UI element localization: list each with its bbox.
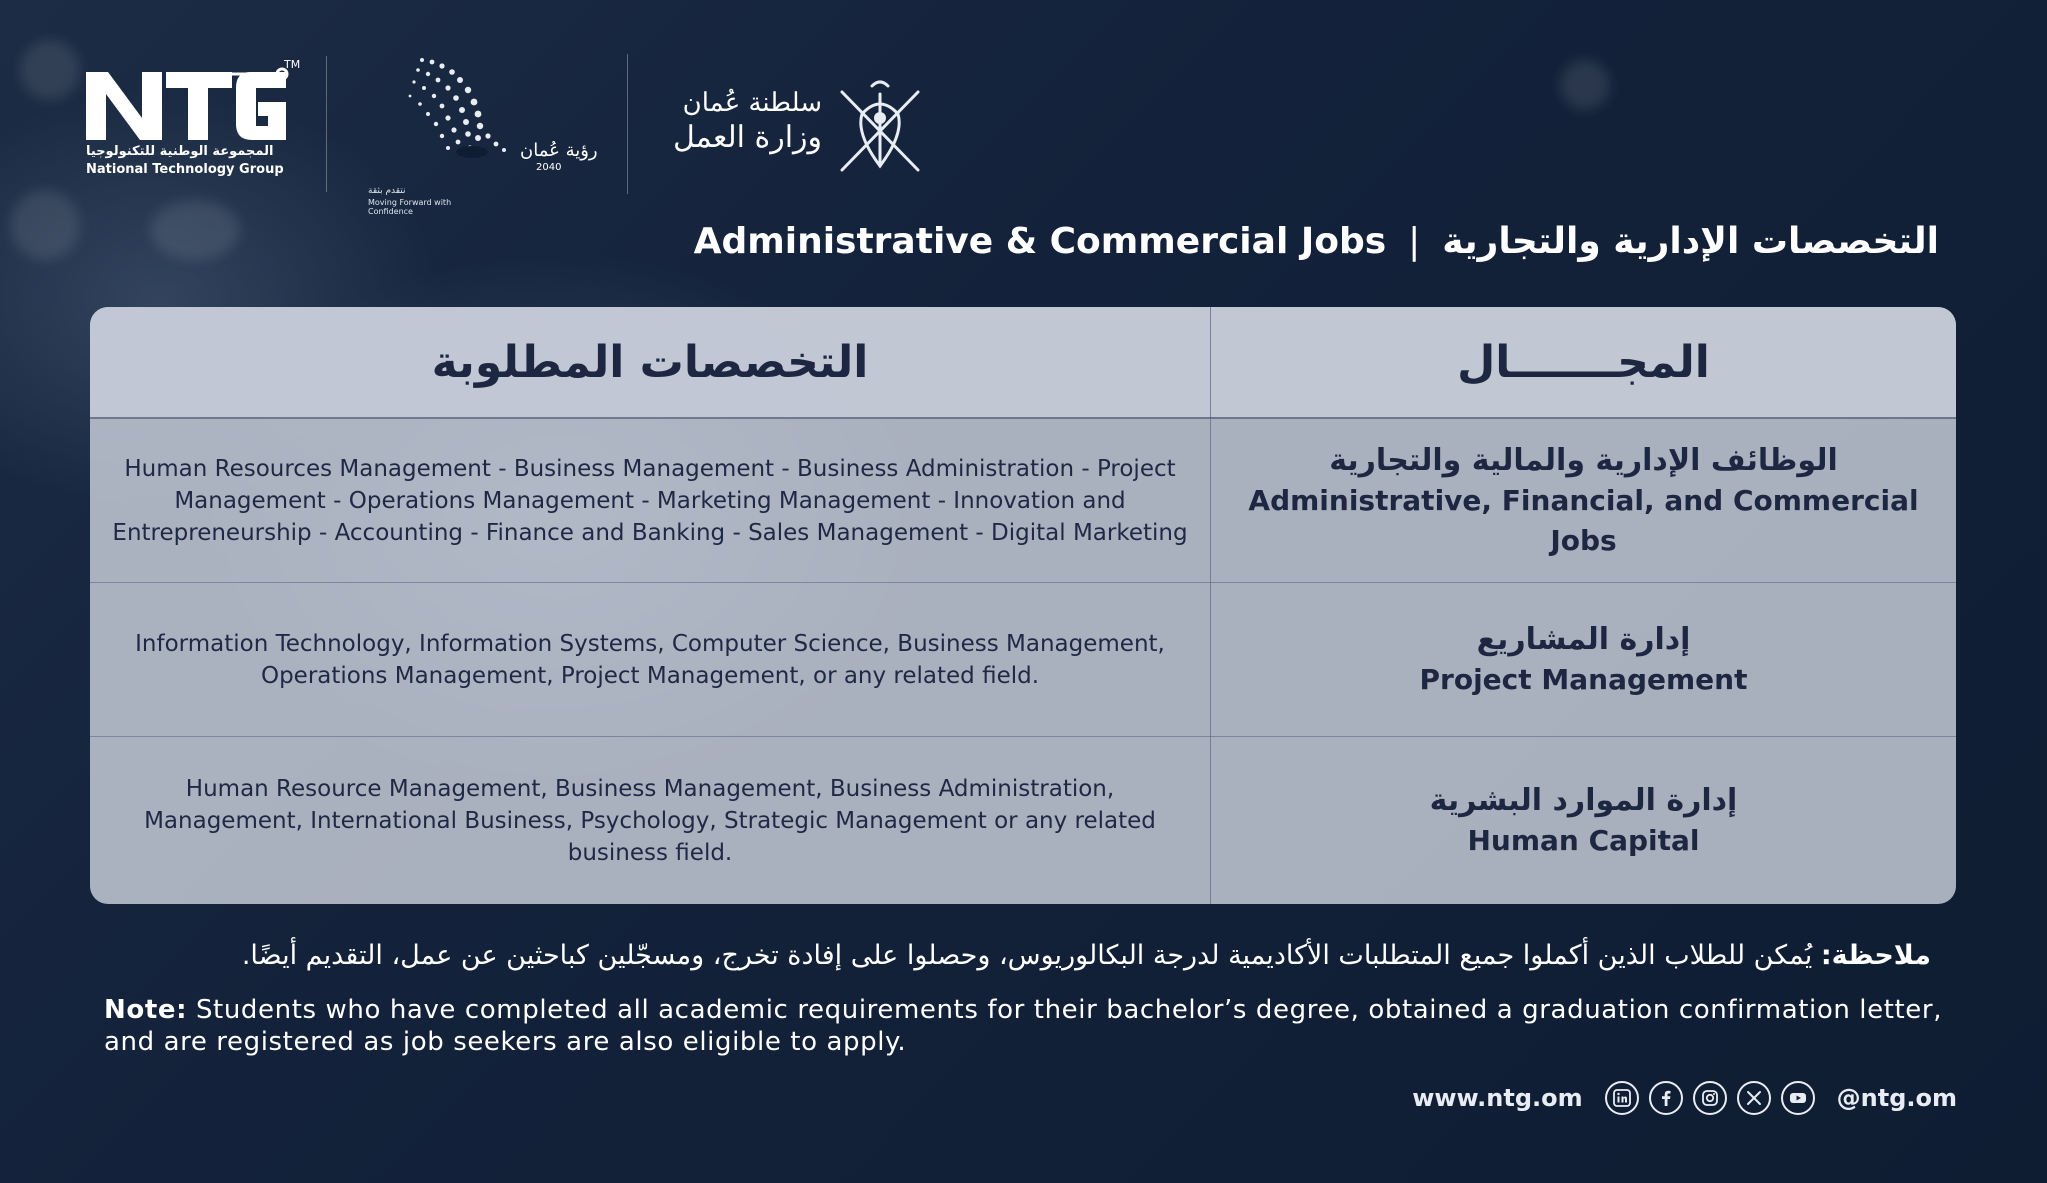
ntg-name-english: National Technology Group [86, 162, 284, 177]
x-icon[interactable] [1737, 1081, 1771, 1115]
vision-tagline-arabic: نتقدم بثقة [368, 186, 406, 196]
ministry-of-labour-logo [660, 70, 940, 190]
ministry-line1-arabic: سلطنة عُمان [682, 88, 822, 118]
table-row-1-field [1211, 419, 1956, 582]
ntg-name-arabic: المجموعة الوطنية للتكنولوجيا [86, 144, 274, 159]
bokeh-light [150, 200, 240, 260]
instagram-icon[interactable] [1693, 1081, 1727, 1115]
note-english-text: Students who have completed all academic requirements for their bachelor’s degree, obtained a graduation confirmation letter, and are registered as job seekers are also eligible to apply. [104, 995, 1943, 1057]
vision-name-arabic: رؤية عُمان [520, 140, 598, 161]
bokeh-light [1560, 60, 1610, 110]
specializations-table [90, 307, 1956, 904]
linkedin-icon[interactable] [1605, 1081, 1639, 1115]
field-arabic: إدارة الموارد البشرية [1429, 782, 1738, 818]
header-specializations [90, 307, 1210, 417]
table-row-2-field [1211, 583, 1956, 736]
title-separator: | [1408, 220, 1421, 262]
vision-year: 2040 [536, 162, 562, 173]
note-arabic-label: ملاحظة: [1820, 940, 1931, 971]
field-arabic: الوظائف الإدارية والمالية والتجارية [1329, 442, 1838, 478]
table-row-3-specializations: Human Resource Management, Business Management, Business Administration, Management, International Business, Psychology, Strategic Management or any related business field. [144, 775, 1156, 866]
note-english-label: Note: [104, 995, 188, 1025]
table-row-3-field [1211, 737, 1956, 904]
ntg-logo [82, 64, 302, 184]
website-link[interactable]: www.ntg.om [1412, 1084, 1583, 1112]
facebook-icon[interactable] [1649, 1081, 1683, 1115]
field-english: Human Capital [1467, 823, 1700, 857]
bokeh-light [20, 40, 80, 100]
column-divider [1210, 307, 1211, 904]
social-handle[interactable]: @ntg.om [1836, 1084, 1957, 1112]
page-title-english: Administrative & Commercial Jobs [693, 220, 1387, 262]
header-field [1211, 307, 1956, 417]
bokeh-light [10, 190, 80, 260]
field-english: Administrative, Financial, and Commercial Jobs [1248, 483, 1919, 557]
page-title [694, 216, 1939, 266]
field-arabic: إدارة المشاريع [1476, 621, 1691, 657]
trademark-mark: TM [284, 58, 301, 71]
social-links [1605, 1081, 1815, 1115]
table-row-2-specializations: Information Technology, Information Systems, Computer Science, Business Management, Operations Management, Project Management, or any related field. [135, 630, 1165, 689]
note-arabic [71, 940, 1931, 971]
field-english: Project Management [1419, 662, 1748, 696]
note-english [104, 994, 1964, 1058]
oman-vision-logo [360, 52, 610, 216]
table-row-1-specializations: Human Resources Management - Business Management - Business Administration - Project Management - Operations Management - Marketing Management - Innovation and Entrepreneurship - Accounting - Finance and Banking - Sales Management - Digital Marketing [112, 455, 1188, 546]
ministry-line2-arabic: وزارة العمل [672, 120, 822, 155]
header-divider [326, 56, 327, 192]
header-divider [627, 54, 628, 194]
vision-tagline-english: Moving Forward with Confidence [368, 198, 452, 216]
page-title-arabic: التخصصات الإدارية والتجارية [1442, 220, 1939, 262]
header-specializations-label: التخصصات المطلوبة [431, 336, 869, 388]
vision-swirl-icon [360, 52, 610, 182]
header-field-label: المجـــــــال [1457, 336, 1710, 388]
youtube-icon[interactable] [1781, 1081, 1815, 1115]
footer [1412, 1078, 1957, 1118]
note-arabic-text: يُمكن للطلاب الذين أكملوا جميع المتطلبات الأكاديمية لدرجة البكالوريوس، وحصلوا على إفادة تخرج، ومسجّلين كباحثين عن عمل، التقديم أيضًا. [241, 940, 1821, 971]
ntg-logo-mark [82, 64, 292, 144]
oman-emblem-icon [832, 74, 928, 178]
